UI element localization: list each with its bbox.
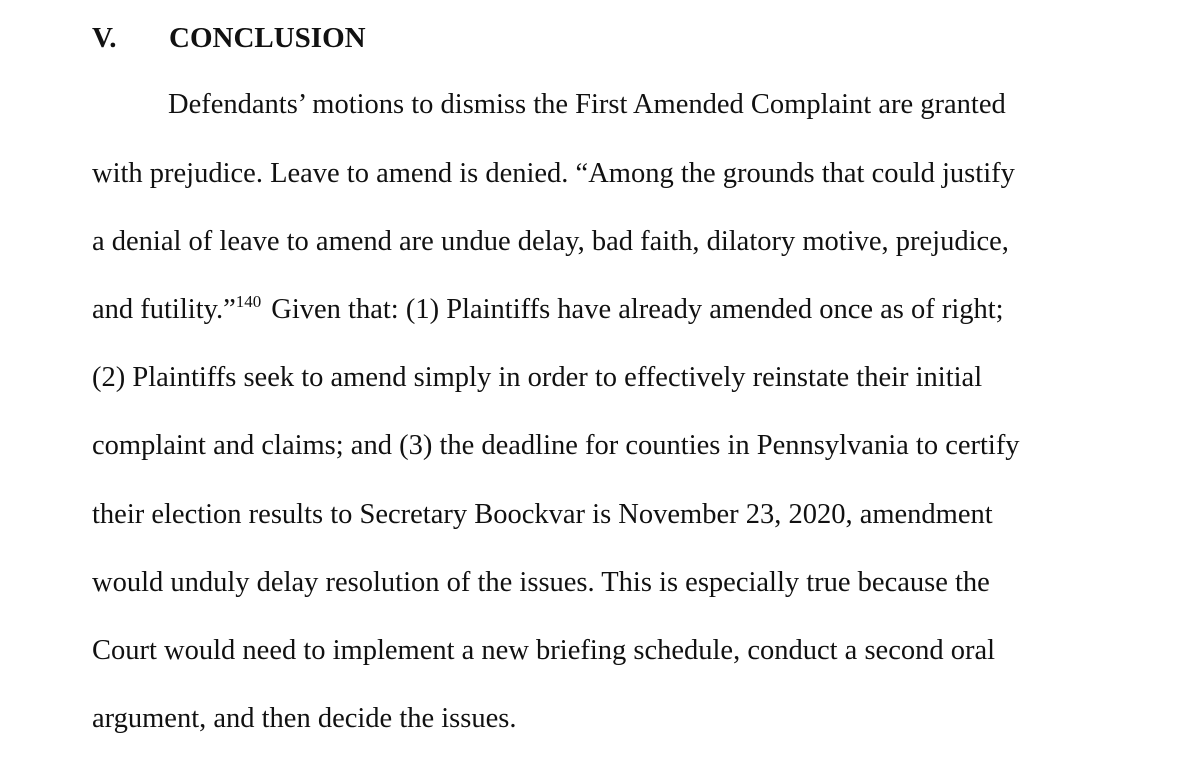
paragraph-line-6: complaint and claims; and (3) the deadline for counties in Pennsylvania to certify <box>92 430 1020 461</box>
paragraph-line-5: (2) Plaintiffs seek to amend simply in order to effectively reinstate their initial <box>92 362 983 393</box>
section-title: CONCLUSION <box>169 22 366 54</box>
paragraph-line-2: with prejudice. Leave to amend is denied. “Among the grounds that could justify <box>92 158 1015 189</box>
paragraph-line-1: Defendants’ motions to dismiss the First Amended Complaint are granted <box>168 89 1006 120</box>
paragraph-line-9: Court would need to implement a new briefing schedule, conduct a second oral <box>92 635 996 666</box>
paragraph-line-7: their election results to Secretary Boockvar is November 23, 2020, amendment <box>92 499 993 530</box>
quote-end-text: and futility.” <box>92 294 236 325</box>
section-number: V. <box>92 22 117 54</box>
paragraph-line-8: would unduly delay resolution of the issues. This is especially true because the <box>92 567 990 598</box>
paragraph-line-4 <box>92 292 1004 328</box>
quote-end <box>92 292 261 328</box>
paragraph-line-10: argument, and then decide the issues. <box>92 703 517 734</box>
footnote-reference[interactable]: 140 <box>235 292 262 311</box>
given-that-text: Given that: (1) Plaintiffs have already amended once as of right; <box>271 294 1004 325</box>
section-heading <box>92 20 366 56</box>
paragraph-line-3: a denial of leave to amend are undue delay, bad faith, dilatory motive, prejudice, <box>92 226 1009 257</box>
